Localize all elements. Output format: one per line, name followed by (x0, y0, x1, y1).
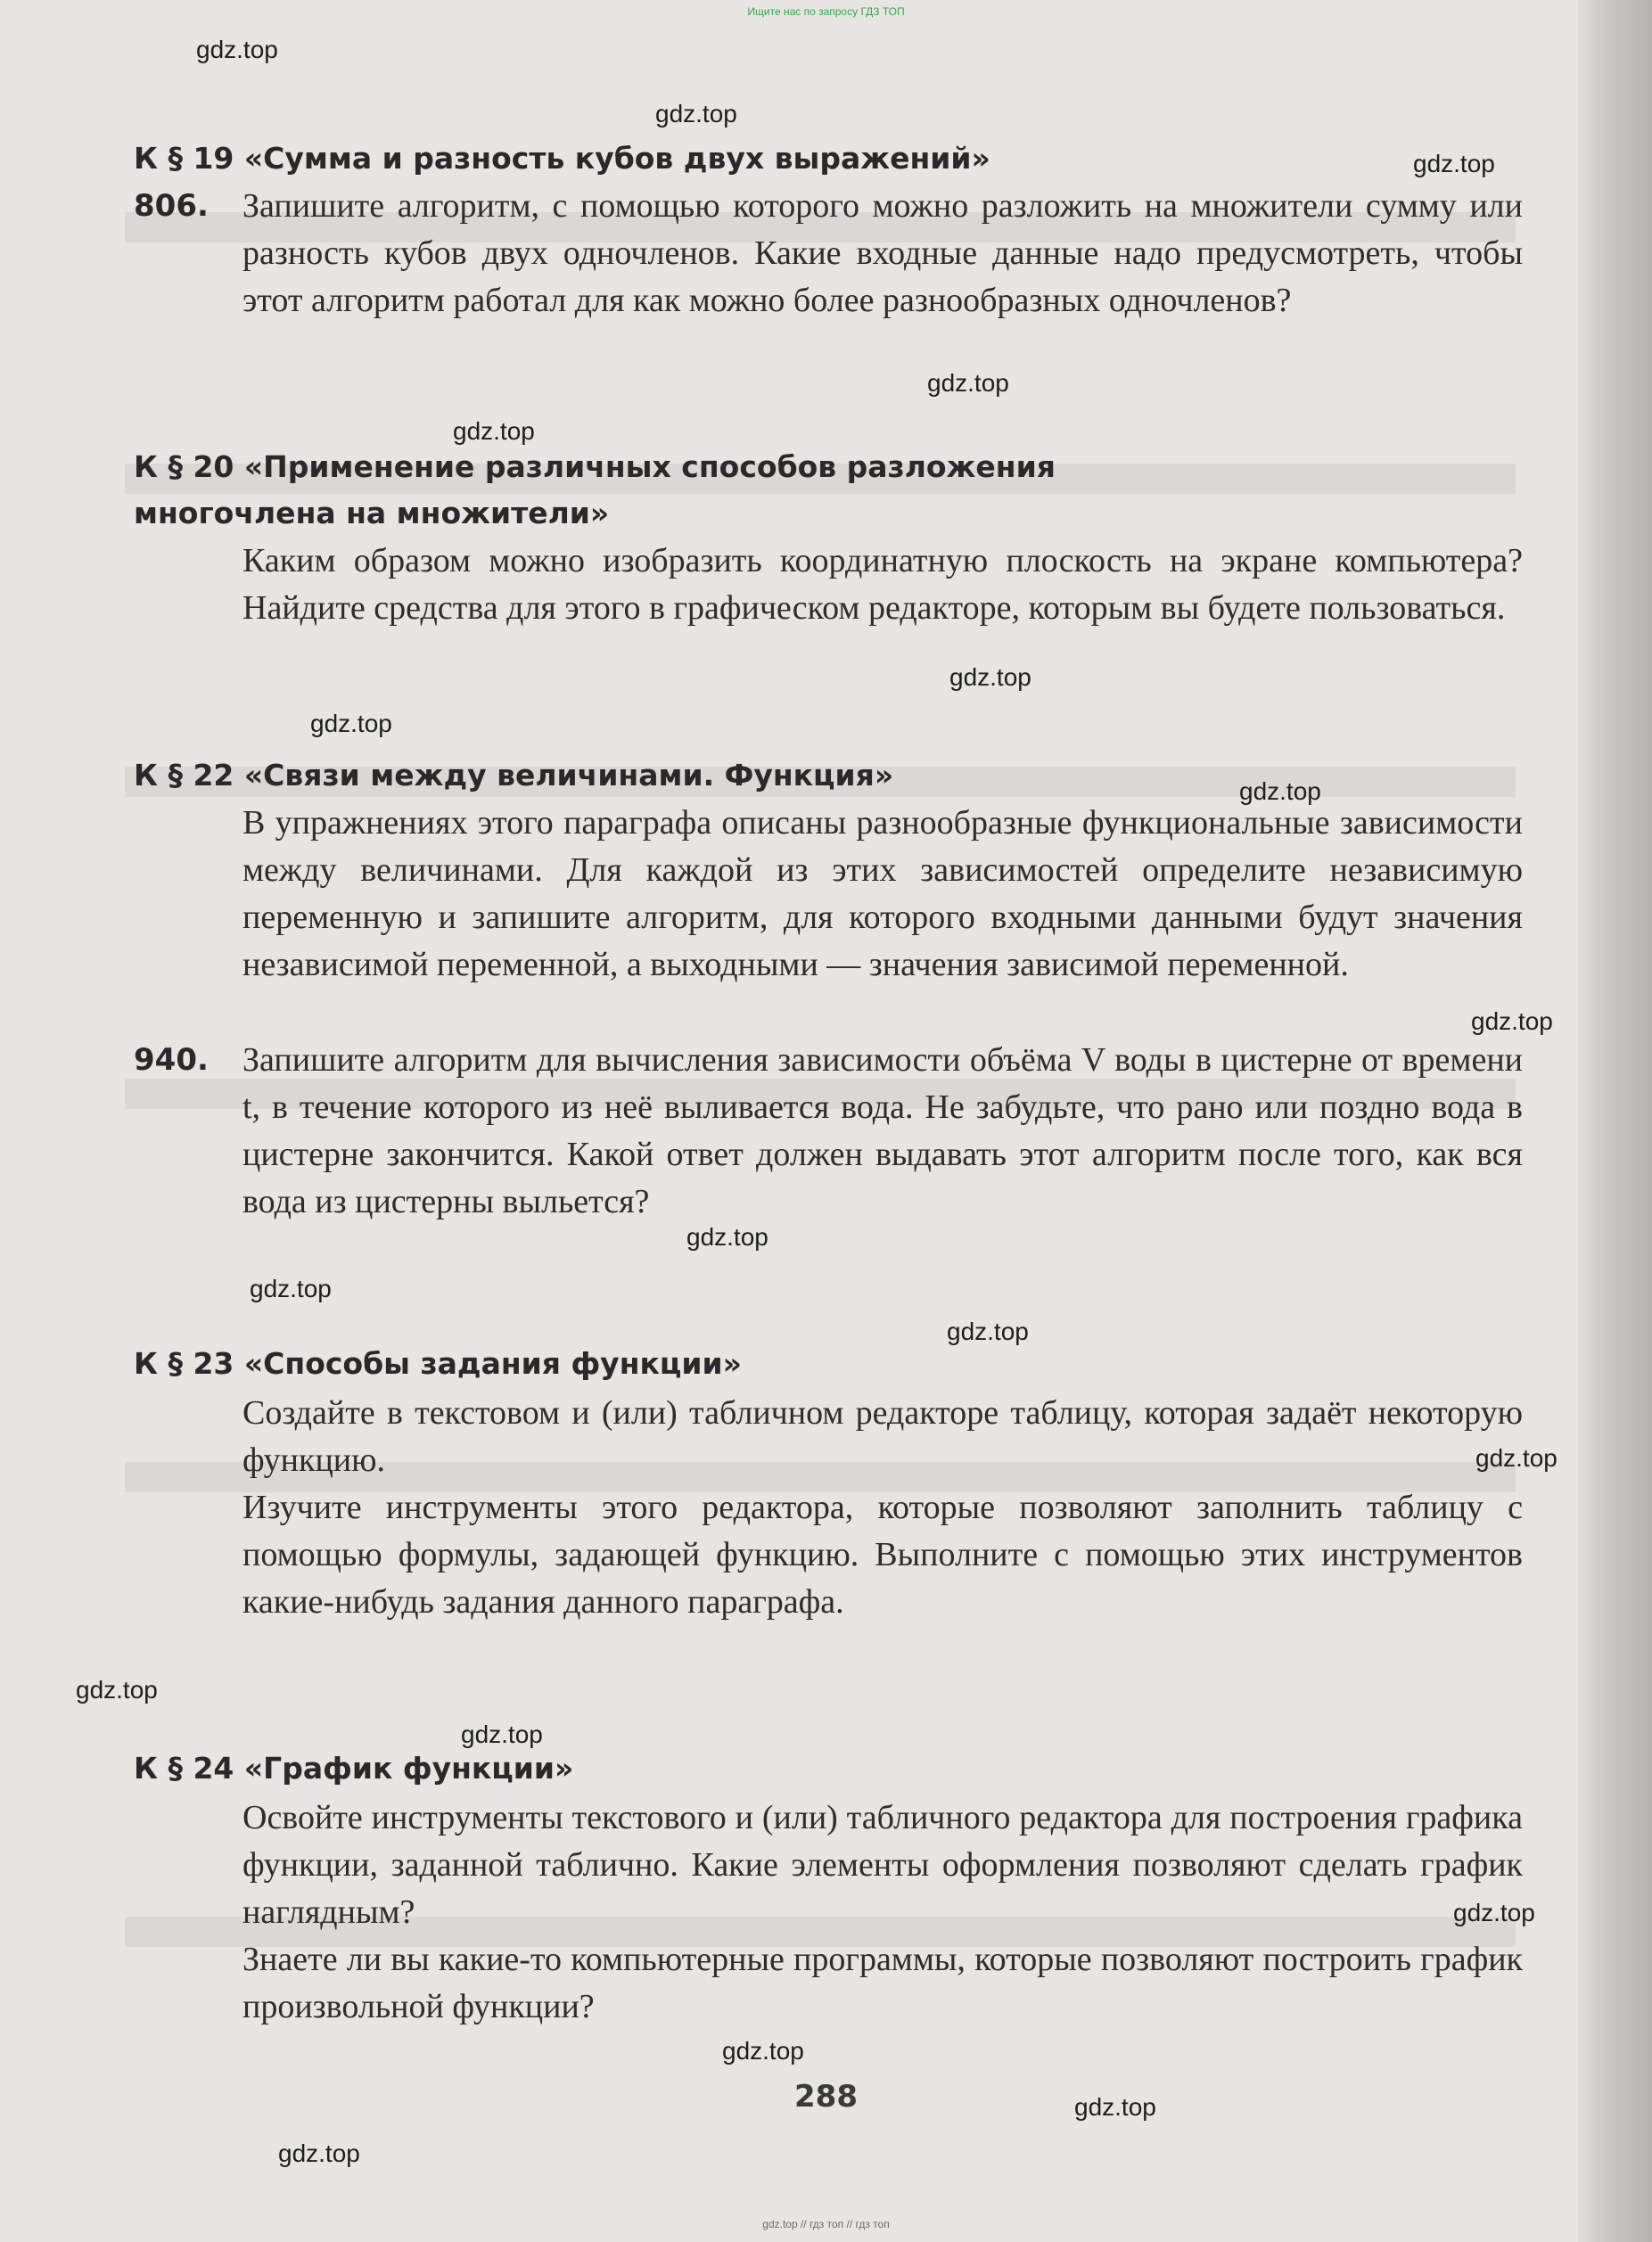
exercise-number: 806. (134, 188, 209, 224)
watermark: gdz.top (461, 1721, 543, 1748)
watermark: gdz.top (1471, 1007, 1553, 1035)
section-text: Освойте инструменты текстового и (или) табличного редактора для построения графика функции, заданной таблично. Какие элементы оформления позволяют сделать график наглядным? (242, 1799, 1523, 1931)
watermark: gdz.top (1413, 150, 1495, 177)
section-text: Каким образом можно изобразить координатную плоскость на экране компьютера? Найдите средства для этого в графическом редакторе, которым вы будете пользоваться. (242, 542, 1523, 627)
watermark: gdz.top (1475, 1444, 1557, 1472)
section-heading: К § 23 «Способы задания функции» (134, 1346, 742, 1381)
watermark: gdz.top (722, 2037, 804, 2065)
page-number: 288 (794, 2079, 858, 2115)
watermark: gdz.top (1239, 777, 1321, 805)
watermark: gdz.top (250, 1275, 332, 1302)
watermark: gdz.top (196, 36, 278, 63)
section-heading: К § 20 «Применение различных способов разложения (134, 449, 1056, 484)
watermark: gdz.top (278, 2139, 360, 2167)
watermark: gdz.top (927, 369, 1009, 397)
section-heading: К § 22 «Связи между величинами. Функция» (134, 758, 894, 793)
section-heading: К § 19 «Сумма и разность кубов двух выражений» (134, 141, 990, 176)
section-text: Изучите инструменты этого редактора, которые позволяют заполнить таблицу с помощью формулы, задающей функцию. Выполните с помощью этих инструментов какие-нибудь задания данного параграфа. (242, 1489, 1523, 1621)
watermark: gdz.top (76, 1676, 158, 1704)
watermark: gdz.top (1453, 1899, 1535, 1926)
watermark: gdz.top (310, 710, 392, 737)
watermark: gdz.top (686, 1223, 768, 1251)
bottom-note: gdz.top // гдз топ // гдз топ (762, 2218, 890, 2230)
section-text: Создайте в текстовом и (или) табличном редакторе таблицу, которая задаёт некоторую функцию. (242, 1394, 1523, 1479)
watermark: gdz.top (453, 417, 535, 445)
section-heading: К § 24 «График функции» (134, 1751, 574, 1786)
exercise-number: 940. (134, 1042, 209, 1078)
watermark: gdz.top (949, 663, 1031, 691)
watermark: gdz.top (1074, 2093, 1156, 2121)
section-heading-continued: многочлена на множители» (134, 496, 610, 530)
exercise-text: Запишите алгоритм, с помощью которого можно разложить на множители сумму или разность кубов двух одночленов. Какие входные данные надо предусмотреть, чтобы этот алгоритм работал для как можно более разнообразных одночленов? (242, 187, 1523, 319)
exercise-text: Запишите алгоритм для вычисления зависимости объёма V воды в цистерне от времени t, в течение которого из неё выливается вода. Не забудьте, что рано или поздно вода в цистерне закончится. Какой ответ должен выдавать этот алгоритм после того, как вся вода из цистерны выльется? (242, 1041, 1523, 1220)
top-search-note[interactable]: Ищите нас по запросу ГДЗ ТОП (747, 5, 905, 18)
book-spine-shadow (1578, 0, 1652, 2242)
watermark: gdz.top (655, 100, 737, 127)
section-text: В упражнениях этого параграфа описаны разнообразные функциональные зависимости между величинами. Для каждой из этих зависимостей определите независимую переменную и запишите алгоритм, для которого входными данными будут значения независимой переменной, а выходными — значения зависимой переменной. (242, 804, 1523, 983)
section-text: Знаете ли вы какие-то компьютерные программы, которые позволяют построить график произвольной функции? (242, 1941, 1523, 2025)
watermark: gdz.top (947, 1318, 1029, 1345)
